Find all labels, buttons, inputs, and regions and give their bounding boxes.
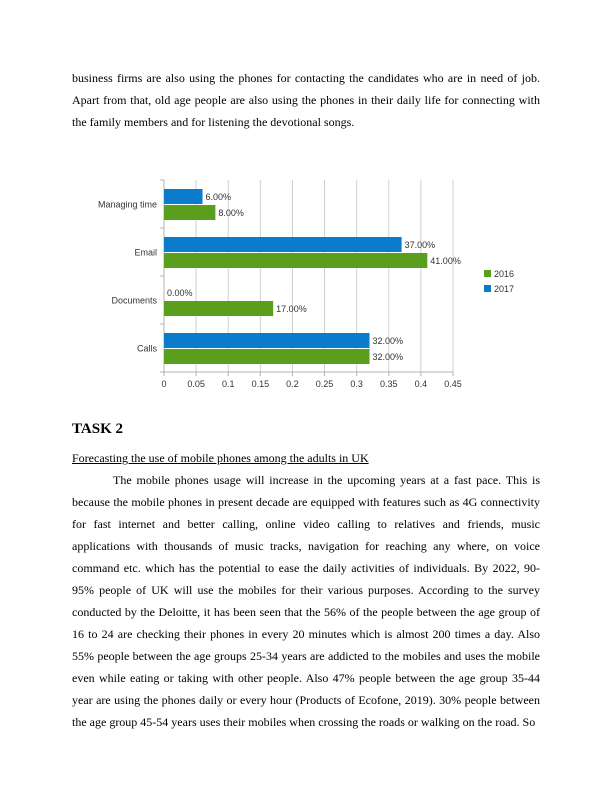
x-tick-label: 0.15 <box>251 379 270 389</box>
data-label: 37.00% <box>404 240 436 250</box>
x-tick-label: 0.4 <box>414 379 428 389</box>
category-label: Documents <box>111 295 157 306</box>
bar-2017 <box>164 189 203 204</box>
x-tick-label: 0.2 <box>286 379 299 389</box>
x-tick-label: 0.1 <box>221 379 235 389</box>
body-paragraph: The mobile phones usage will increase in the upcoming years at a fast pace. This is because the mobile phones in present decade are equipped with features such as 4G connectivity for fast internet and better calling, online video calling to relatives and friends, music applications with thousands of music tracks, navigation for reaching any where, on voice command etc. which has the potential to ease the daily activities of individuals. By 2022, 90-95% people of UK will use the mobiles for their various purposes. According to the survey conducted by the Deloitte, it has been seen that the 56% of the people between the age group of 16 to 24 are checking their phones in every 20 minutes which is almost 200 times a day. Also 55% people between the age groups 25-34 years are addicted to the mobiles and uses the mobile even while eating or taking with other people. Also 47% people between the age group 35-44 year are using the phones daily or every hour (Products of Ecofone, 2019). 30% people between the age group 45-54 years uses their mobiles when crossing the roads or walking on the road. So <box>72 473 540 729</box>
legend-swatch <box>484 285 491 292</box>
bar-2016 <box>164 205 215 220</box>
data-label: 0.00% <box>167 288 193 298</box>
x-tick-label: 0 <box>161 379 167 389</box>
data-label: 6.00% <box>205 192 232 202</box>
legend-label: 2017 <box>494 284 515 294</box>
x-tick-label: 0.25 <box>315 379 334 389</box>
category-label: Managing time <box>97 199 157 210</box>
data-label: 41.00% <box>430 256 461 266</box>
category-label: Calls <box>136 343 157 354</box>
bar-2016 <box>164 301 273 316</box>
bar-2017 <box>164 237 402 252</box>
intro-paragraph: business firms are also using the phones for contacting the candidates who are in need of job. Apart from that, old age people are also using the phones in their daily life for connecting with the family members and for listening the devotional songs. <box>72 71 540 129</box>
x-tick-label: 0.3 <box>350 379 363 389</box>
section-heading: TASK 2 <box>72 421 123 437</box>
category-label: Email <box>134 247 157 258</box>
data-label: 17.00% <box>276 304 307 314</box>
legend-label: 2016 <box>494 269 515 279</box>
bar-2017 <box>164 333 370 348</box>
data-label: 32.00% <box>372 352 404 362</box>
legend-swatch <box>484 270 491 277</box>
x-tick-label: 0.35 <box>380 379 398 389</box>
subheading: Forecasting the use of mobile phones among the adults in UK <box>72 451 369 465</box>
bar-2016 <box>164 253 427 268</box>
x-tick-label: 0.45 <box>444 379 462 389</box>
bar-2016 <box>164 349 370 364</box>
data-label: 8.00% <box>218 208 244 218</box>
x-tick-label: 0.05 <box>187 379 205 389</box>
data-label: 32.00% <box>372 336 404 346</box>
